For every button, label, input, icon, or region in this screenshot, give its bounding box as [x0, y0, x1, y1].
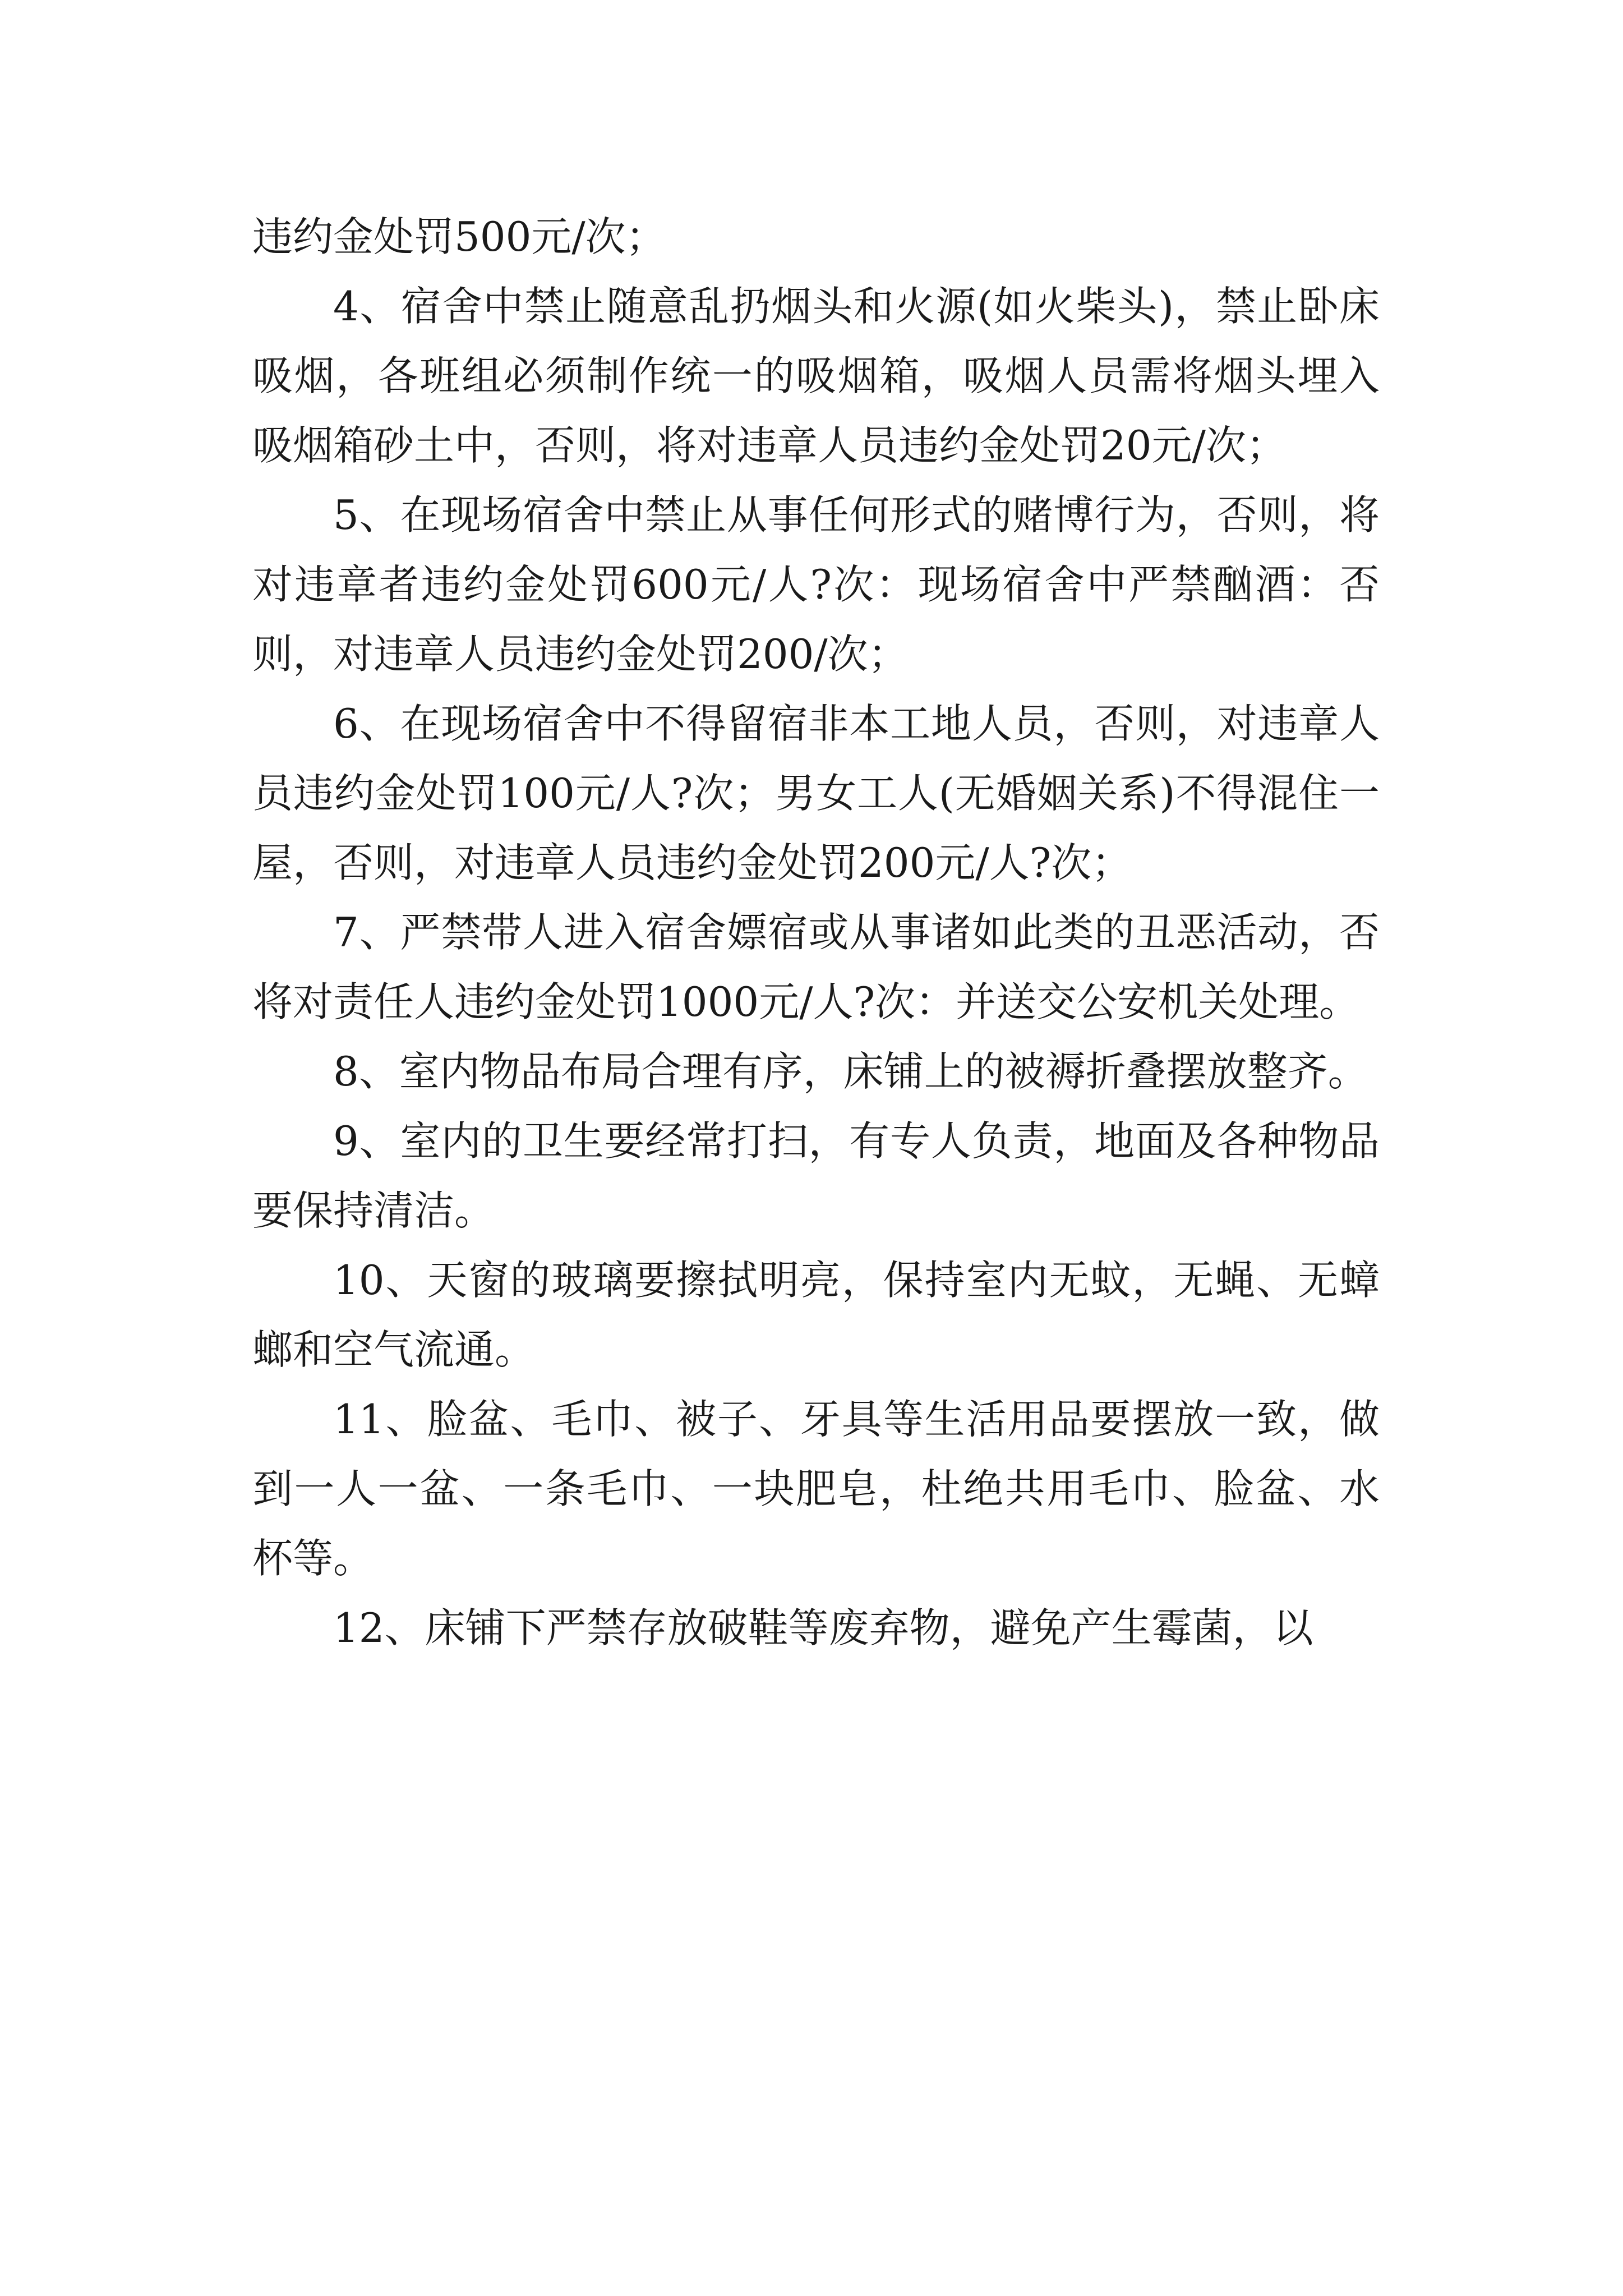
paragraph-continuation: 违约金处罚500元/次；	[252, 213, 666, 260]
paragraph-item-12: 12、床铺下严禁存放破鞋等废弃物，避免产生霉菌，以	[333, 1604, 1313, 1651]
paragraph-item-11: 11、脸盆、毛巾、被子、牙具等生活用品要摆放一致，做到一人一盆、一条毛巾、一块肥皂，杜绝共用毛巾、脸盆、水杯等。	[252, 1396, 1380, 1582]
paragraph-item-7: 7、严禁带人进入宿舍嫖宿或从事诸如此类的丑恶活动，否将对责任人违约金处罚1000元/人?次：并送交公安机关处理。	[252, 909, 1380, 1025]
paragraph-item-6: 6、在现场宿舍中不得留宿非本工地人员，否则，对违章人员违约金处罚100元/人?次；男女工人(无婚姻关系)不得混住一屋，否则，对违章人员违约金处罚200元/人?次；	[252, 700, 1380, 886]
paragraph-item-9: 9、室内的卫生要经常打扫，有专人负责，地面及各种物品要保持清洁。	[252, 1117, 1380, 1234]
document-body	[252, 202, 1380, 1663]
paragraph-item-4: 4、宿舍中禁止随意乱扔烟头和火源(如火柴头)，禁止卧床吸烟，各班组必须制作统一的吸烟箱，吸烟人员需将烟头埋入吸烟箱砂土中，否则，将对违章人员违约金处罚20元/次；	[252, 283, 1380, 469]
paragraph-item-10: 10、天窗的玻璃要擦拭明亮，保持室内无蚊，无蝇、无蟑螂和空气流通。	[252, 1257, 1380, 1373]
paragraph-item-5: 5、在现场宿舍中禁止从事任何形式的赌博行为，否则，将对违章者违约金处罚600元/人?次：现场宿舍中严禁酗酒：否则，对违章人员违约金处罚200/次；	[252, 491, 1380, 678]
paragraph-item-8: 8、室内物品布局合理有序，床铺上的被褥折叠摆放整齐。	[333, 1048, 1368, 1095]
